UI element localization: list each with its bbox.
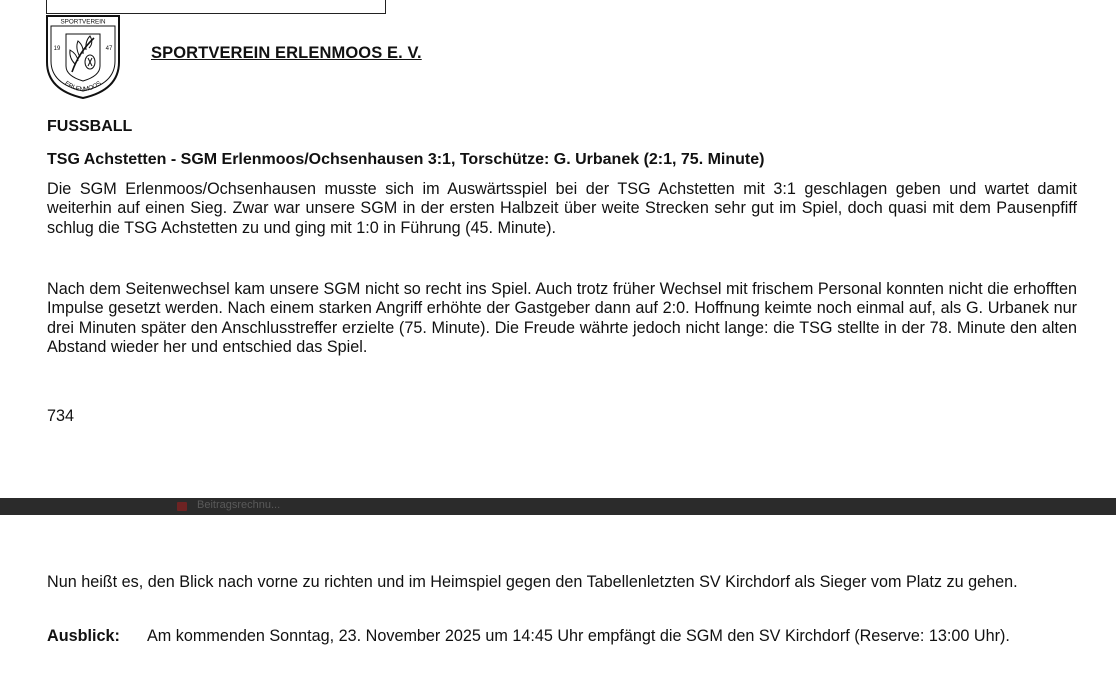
crest-year-right: 47 (105, 46, 113, 52)
page-number: 734 (47, 407, 75, 425)
paragraph-next-game: Nun heißt es, den Blick nach vorne zu richten und im Heimspiel gegen den Tabellenletzten SV Kirchdorf als Sieger vom Platz zu gehen. (47, 573, 1018, 591)
outlook-label: Ausblick: (47, 627, 120, 645)
club-title: SPORTVEREIN ERLENMOOS E. V. (151, 44, 422, 62)
document-icon[interactable] (177, 502, 187, 511)
crest-bottom-text: ERLENMOOS (63, 79, 103, 94)
top-frame-box (46, 0, 386, 14)
paragraph-first-half: Die SGM Erlenmoos/Ochsenhausen musste sich im Auswärtsspiel bei der TSG Achstetten mit 3:1 geschlagen geben und wartet damit weiterhin auf einen Sieg. Zwar war unsere SGM in der ersten Halbzeit über weite Strecken sehr gut im Spiel, doch quasi mit dem Pausenpfiff schlug die TSG Achstetten zu und ging mit 1:0 in Führung (45. Minute). (47, 180, 1077, 237)
club-crest-logo (44, 14, 122, 100)
paragraph-second-half: Nach dem Seitenwechsel kam unsere SGM nicht so recht ins Spiel. Auch trotz früher Wechsel mit frischem Personal konnten nicht die erhofften Impulse gesetzt werden. Nach einem starken Angriff erhöhte der Gastgeber dann auf 2:0. Hoffnung keimte noch einmal auf, als G. Urbanek nur drei Minuten später den Anschlusstreffer erzielte (75. Minute). Die Freude währte jedoch nicht lange: die TSG stellte in der 78. Minute den alten Abstand wieder her und entschied das Spiel. (47, 280, 1077, 356)
section-heading: FUSSBALL (47, 118, 133, 135)
crest-year-left: 19 (53, 46, 61, 52)
taskbar-strip (0, 498, 1116, 515)
taskbar-item-label[interactable]: Beitragsrechnu... (197, 499, 281, 511)
crest-top-text: SPORTVEREIN (60, 18, 106, 26)
article-headline: TSG Achstetten - SGM Erlenmoos/Ochsenhausen 3:1, Torschütze: G. Urbanek (2:1, 75. Minute) (47, 151, 765, 168)
outlook-text: Am kommenden Sonntag, 23. November 2025 um 14:45 Uhr empfängt die SGM den SV Kirchdorf (Reserve: 13:00 Uhr). (147, 627, 1010, 645)
